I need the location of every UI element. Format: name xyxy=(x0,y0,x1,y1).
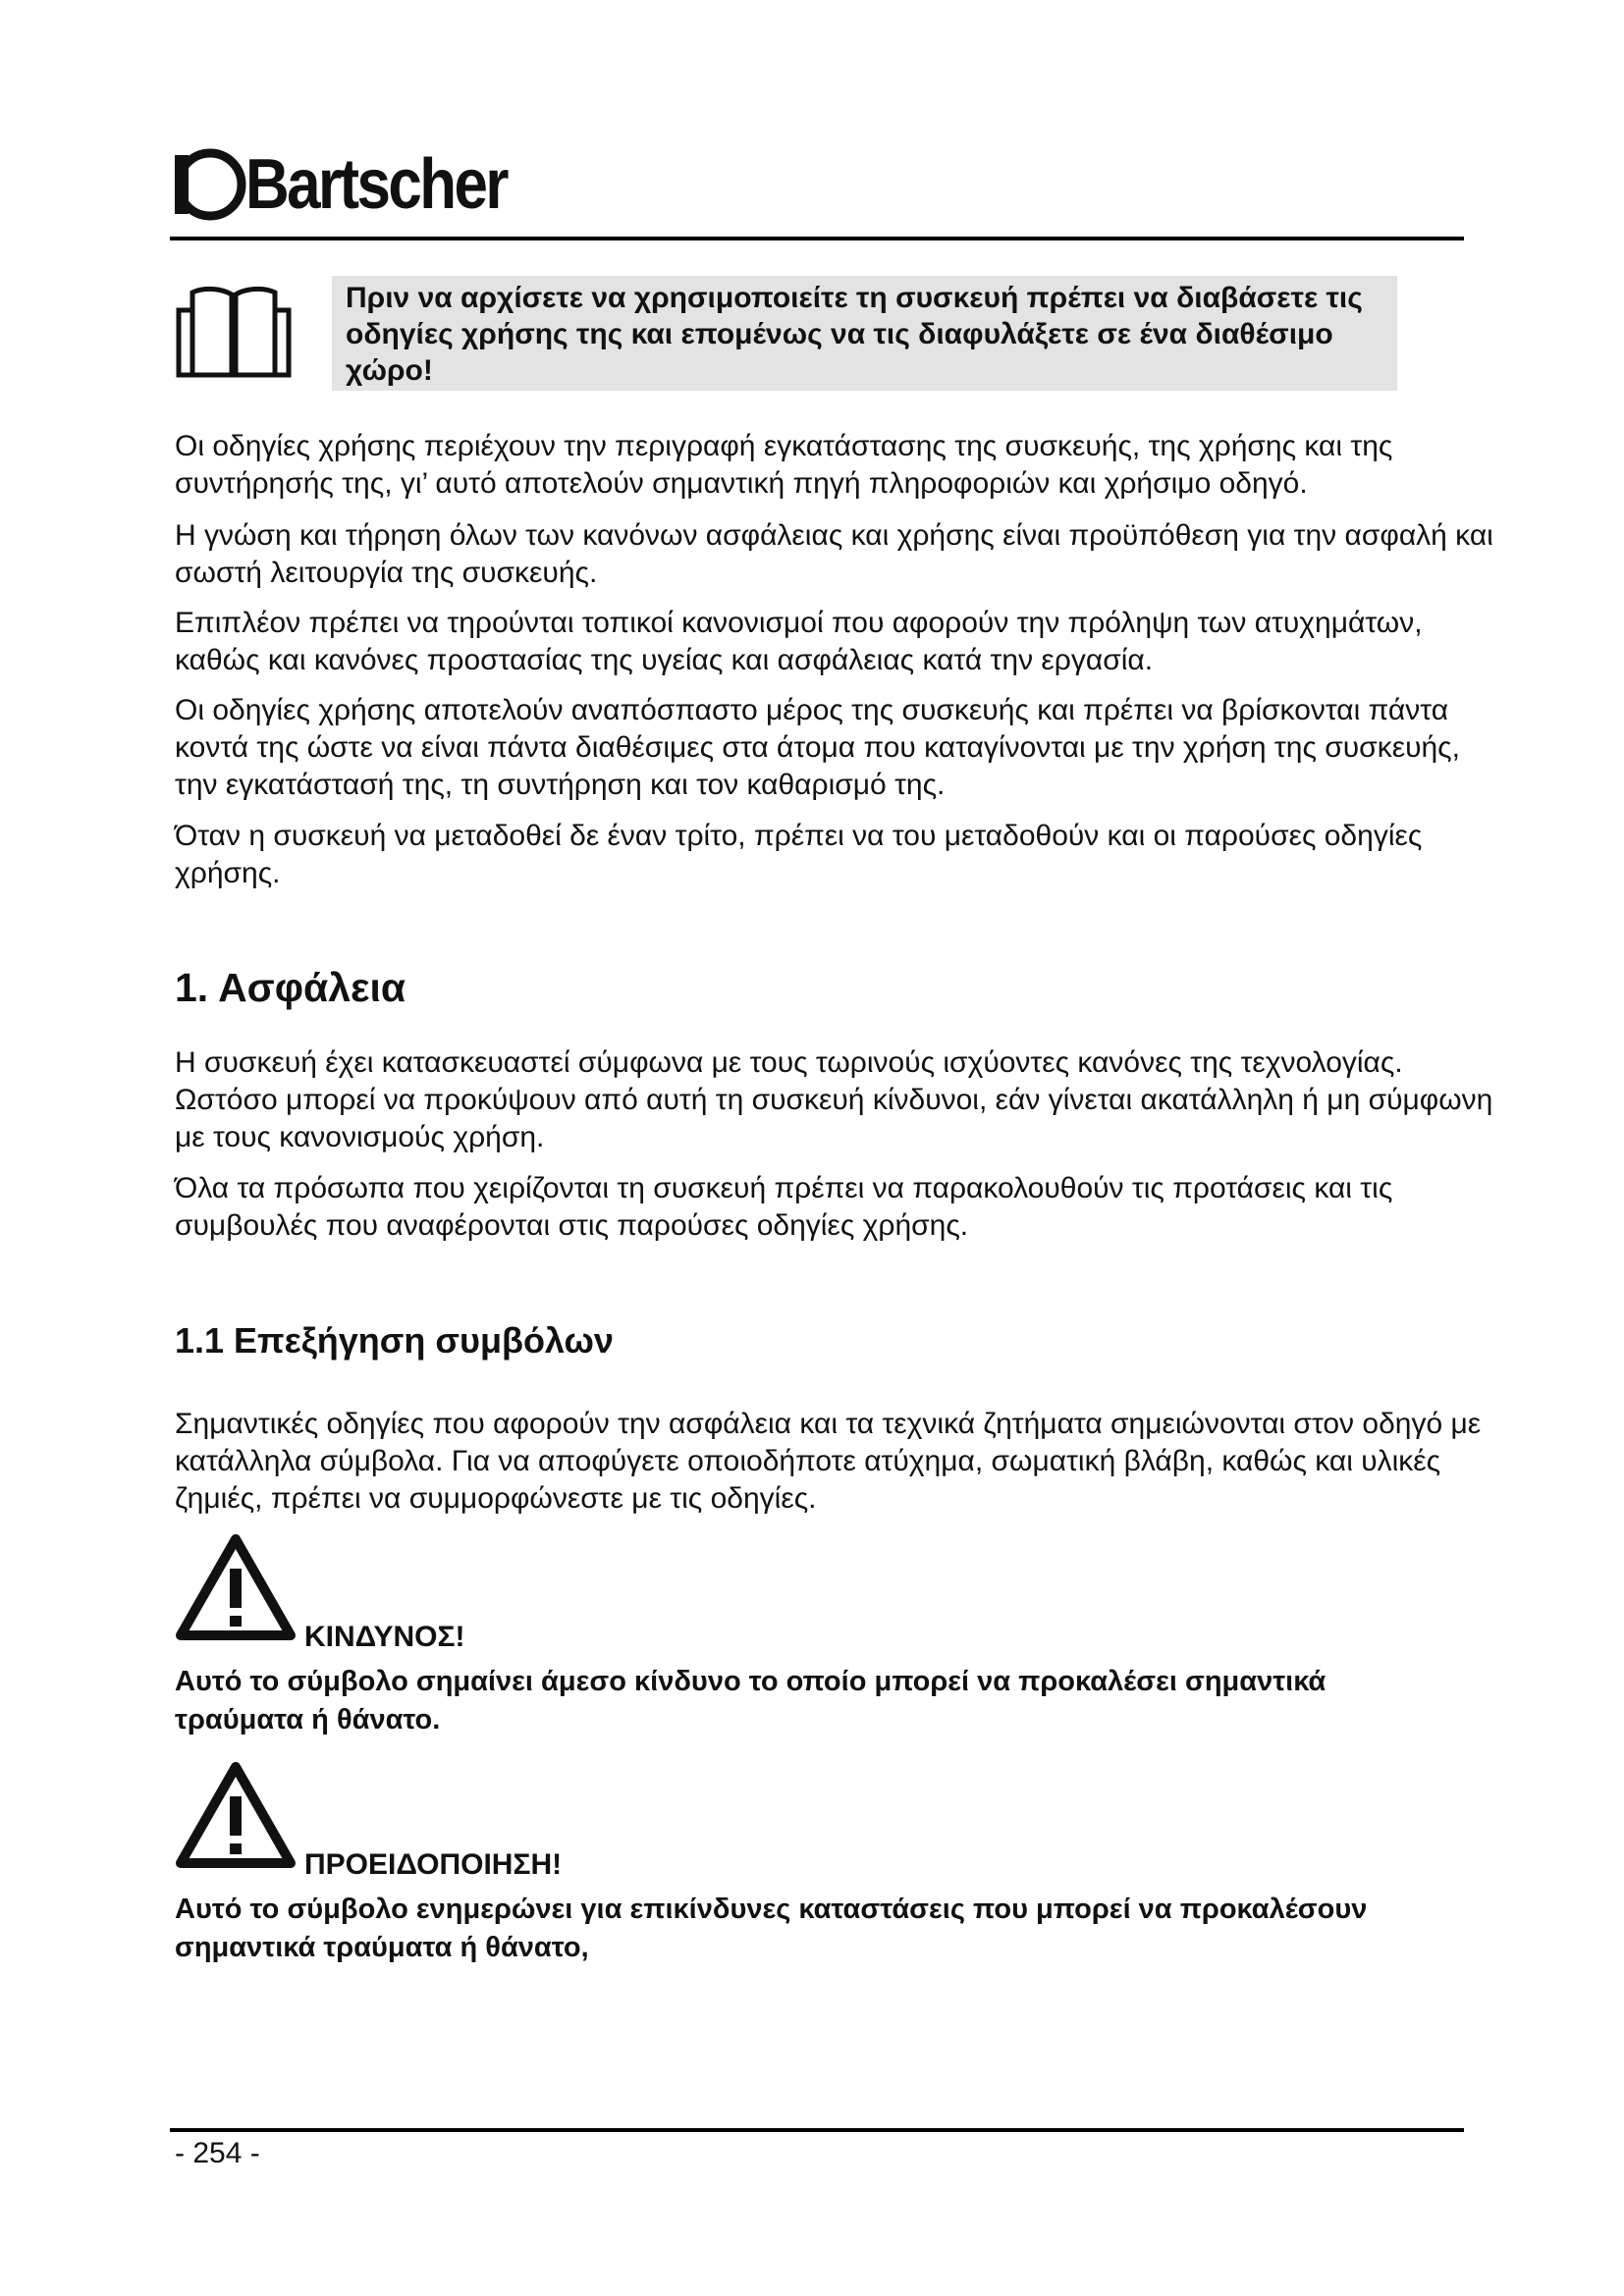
danger-label: ΚΙΝΔΥΝΟΣ! xyxy=(304,1621,465,1653)
intro-paragraph: Επιπλέον πρέπει να τηρούνται τοπικοί κανονισμοί που αφορούν την πρόληψη των ατυχημάτων, καθώς και κανόνες προστασίας της υγείας και ασφάλειας κατά την εργασία. xyxy=(175,607,1423,676)
page-number: - 254 - xyxy=(175,2137,260,2169)
notice-text: Πριν να αρχίσετε να χρησιμοποιείτε τη συσκευή πρέπει να διαβάσετε τις οδηγίες χρήσης της και επομένως να τις διαφυλάξετε σε ένα διαθέσιμο χώρο! xyxy=(346,282,1363,387)
notice-box xyxy=(332,276,1397,391)
warning-triangle-icon xyxy=(175,1761,297,1871)
section-paragraph: Όλα τα πρόσωπα που χειρίζονται τη συσκευή πρέπει να παρακολουθούν τις προτάσεις και τις συμβουλές που αναφέρονται στις παρούσες οδηγίες χρήσης. xyxy=(175,1172,1393,1242)
warning-triangle-icon xyxy=(175,1533,297,1643)
subsection-heading: 1.1 Επεξήγηση συμβόλων xyxy=(175,1320,614,1361)
subsection-paragraph: Σημαντικές οδηγίες που αφορούν την ασφάλεια και τα τεχνικά ζητήματα σημειώνονται στον οδηγό με κατάλληλα σύμβολα. Για να αποφύγετε οποιοδήποτε ατύχημα, σωματική βλάβη, καθώς και υλικές ζημιές, πρέπει να συμμορφώνεστε με τις οδηγίες. xyxy=(175,1408,1482,1515)
intro-paragraph: Όταν η συσκευή να μεταδοθεί δε έναν τρίτο, πρέπει να του μεταδοθούν και οι παρούσες οδηγίες χρήσης. xyxy=(175,820,1423,889)
logo-text: Bartscher xyxy=(245,145,507,224)
warning-text: Αυτό το σύμβολο ενημερώνει για επικίνδυνες καταστάσεις που μπορεί να προκαλέσουν σημαντικά τραύματα ή θάνατο, xyxy=(175,1894,1368,1963)
intro-paragraph: Η γνώση και τήρηση όλων των κανόνων ασφάλειας και χρήσης είναι προϋπόθεση για την ασφαλή και σωστή λειτουργία της συσκευής. xyxy=(175,519,1493,589)
warning-label: ΠΡΟΕΙΔΟΠΟΙΗΣΗ! xyxy=(304,1848,563,1881)
section-heading: 1. Ασφάλεια xyxy=(175,965,406,1010)
brand-logo xyxy=(175,135,507,234)
open-book-icon xyxy=(175,283,293,381)
footer-rule xyxy=(170,2128,1464,2132)
logo-mark-icon xyxy=(175,135,253,234)
header-rule xyxy=(170,237,1464,240)
intro-paragraph: Οι οδηγίες χρήσης περιέχουν την περιγραφή εγκατάστασης της συσκευής, της χρήσης και της συντήρησής της, γι’ αυτό αποτελούν σημαντική πηγή πληροφοριών και χρήσιμο οδηγό. xyxy=(175,430,1393,500)
intro-paragraph: Οι οδηγίες χρήσης αποτελούν αναπόσπαστο μέρος της συσκευής και πρέπει να βρίσκονται πάντα κοντά της ώστε να είναι πάντα διαθέσιμες στα άτομα που καταγίνονται με την χρήση της συσκευής, την εγκατάστασή της, τη συντήρηση και τον καθαρισμό της. xyxy=(175,694,1460,801)
section-paragraph: Η συσκευή έχει κατασκευαστεί σύμφωνα με τους τωρινούς ισχύοντες κανόνες της τεχνολογίας. Ωστόσο μπορεί να προκύψουν από αυτή τη συσκευή κίνδυνοι, εάν γίνεται ακατάλληλη ή μη σύμφωνη με τους κανονισμούς χρήση. xyxy=(175,1046,1493,1153)
danger-text: Αυτό το σύμβολο σημαίνει άμεσο κίνδυνο το οποίο μπορεί να προκαλέσει σημαντικά τραύματα ή θάνατο. xyxy=(175,1666,1326,1735)
